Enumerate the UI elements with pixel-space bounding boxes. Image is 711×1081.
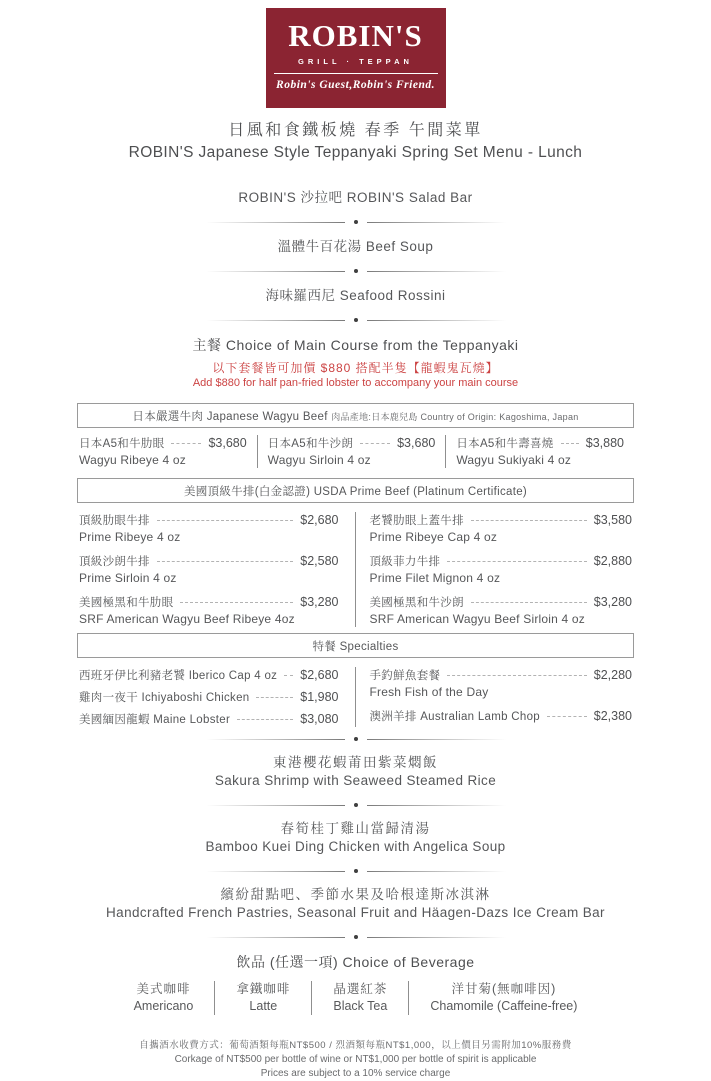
- dotted-leader: [284, 675, 293, 676]
- item-name-en: SRF American Wagyu Beef Sirloin 4 oz: [369, 612, 586, 626]
- section-divider: [206, 935, 506, 939]
- item-name-en: Fresh Fish of the Day: [369, 685, 489, 699]
- dotted-leader: [471, 602, 587, 603]
- item-price: $2,880: [593, 554, 632, 568]
- dotted-leader: [447, 561, 586, 562]
- course-rice-en: Sakura Shrimp with Seaweed Steamed Rice: [214, 773, 497, 788]
- item-name: 雞肉一夜干 Ichiyaboshi Chicken: [79, 692, 250, 704]
- footer-corkage-en: Corkage of NT$500 per bottle of wine or NT$1,000 per bottle of spirit is applicable: [174, 1054, 537, 1065]
- beverage-option: [214, 981, 311, 1015]
- course-seafood-rossini: 海味羅西尼 Seafood Rossini: [265, 288, 446, 303]
- item-price: $2,680: [300, 668, 339, 682]
- divider-dot-icon: [354, 935, 358, 939]
- dotted-leader: [471, 520, 587, 521]
- beverage-en: Latte: [249, 999, 278, 1013]
- item-name: 美國緬因龍蝦 Maine Lobster: [79, 714, 231, 726]
- menu-item: [445, 435, 634, 468]
- menu-item: [370, 512, 633, 545]
- section-divider: [206, 869, 506, 873]
- divider-dot-icon: [354, 318, 358, 322]
- specialties-right-column: [356, 667, 635, 727]
- course-dessert-zh: 繽紛甜點吧、季節水果及哈根達斯冰淇淋: [220, 887, 491, 902]
- menu-title: [0, 120, 711, 164]
- footer-notes: [0, 1039, 711, 1081]
- item-name-zh: 頂級沙朗牛排: [79, 556, 150, 568]
- item-name-en: Prime Ribeye 4 oz: [79, 530, 181, 544]
- main-course-header: 主餐 Choice of Main Course from the Teppanyaki: [192, 337, 519, 353]
- item-name-en: Wagyu Sukiyaki 4 oz: [456, 453, 572, 467]
- item-name-en: Prime Filet Mignon 4 oz: [369, 571, 501, 585]
- item-price: $1,980: [300, 690, 339, 704]
- course-dessert: [0, 886, 711, 922]
- item-name-en: Wagyu Ribeye 4 oz: [79, 453, 187, 467]
- item-price: $2,680: [300, 513, 339, 527]
- course-rice-zh: 東港櫻花蝦莆田紫菜燜飯: [273, 755, 438, 770]
- dotted-leader: [157, 561, 293, 562]
- lobster-upgrade-note: [0, 360, 711, 391]
- menu-title-zh: 日風和食鐵板燒 春季 午間菜單: [228, 122, 483, 139]
- item-name-zh: 手釣鮮魚套餐: [369, 670, 441, 682]
- dotted-leader: [237, 719, 293, 720]
- wagyu-section-header: [77, 403, 634, 428]
- menu-item: [79, 594, 339, 627]
- item-name: 西班牙伊比利豬老饕 Iberico Cap 4 oz: [79, 670, 278, 682]
- beverage-zh: 美式咖啡: [136, 982, 191, 996]
- usda-section-header: 美國頂級牛排(白金認證) USDA Prime Beef (Platinum Certificate): [77, 478, 634, 503]
- item-price: $2,580: [300, 554, 339, 568]
- section-divider: [206, 737, 506, 741]
- dotted-leader: [171, 443, 201, 444]
- item-name-zh: 日本A5和牛沙朗: [267, 438, 354, 450]
- item-price: $3,680: [397, 436, 436, 450]
- course-rice: [0, 754, 711, 790]
- item-price: $3,580: [593, 513, 632, 527]
- item-name-zh: 日本A5和牛肋眼: [79, 438, 165, 450]
- logo-subtitle: GRILL · TEPPAN: [298, 57, 413, 66]
- divider-dot-icon: [354, 737, 358, 741]
- dotted-leader: [360, 443, 390, 444]
- section-divider: [206, 269, 506, 273]
- dotted-leader: [561, 443, 579, 444]
- beverage-option: [113, 981, 215, 1015]
- menu-item: [77, 435, 257, 468]
- dotted-leader: [447, 675, 586, 676]
- section-divider: [206, 803, 506, 807]
- item-name-zh: 老饕肋眼上蓋牛排: [369, 515, 464, 527]
- course-salad-bar: ROBIN'S 沙拉吧 ROBIN'S Salad Bar: [238, 190, 473, 205]
- course-dessert-en: Handcrafted French Pastries, Seasonal Fruit and Häagen-Dazs Ice Cream Bar: [106, 905, 605, 920]
- footer-service-charge: Prices are subject to a 10% service charge: [260, 1068, 451, 1079]
- beverage-header: 飲品 (任選一項) Choice of Beverage: [236, 954, 475, 970]
- beverage-en: Chamomile (Caffeine-free): [430, 999, 578, 1013]
- item-name-zh: 頂級肋眼牛排: [79, 515, 150, 527]
- menu-item: [79, 689, 339, 705]
- menu-item: [370, 708, 633, 724]
- item-price: $3,680: [208, 436, 247, 450]
- beverage-zh: 拿鐵咖啡: [236, 982, 291, 996]
- beverage-option: [408, 981, 598, 1015]
- menu-item: [79, 553, 339, 586]
- lobster-note-zh: 以下套餐皆可加價 $880 搭配半隻【龍蝦鬼瓦燒】: [212, 361, 499, 375]
- specialties-items: [77, 667, 634, 727]
- beverage-en: Black Tea: [333, 999, 388, 1013]
- menu-page: [0, 8, 711, 1079]
- beverage-zh: 洋甘菊(無咖啡因): [451, 982, 557, 996]
- menu-item: [370, 553, 633, 586]
- item-name: 澳洲羊排 Australian Lamb Chop: [369, 711, 540, 723]
- item-name-zh: 美國極黑和牛肋眼: [79, 597, 174, 609]
- item-price: $3,280: [300, 595, 339, 609]
- course-soup: [0, 820, 711, 856]
- beverage-zh: 晶選紅茶: [333, 982, 388, 996]
- wagyu-header-label: 日本嚴選牛肉 Japanese Wagyu Beef: [132, 411, 328, 423]
- item-name-zh: 日本A5和牛壽喜燒: [456, 438, 554, 450]
- menu-item: [79, 667, 339, 683]
- logo-rule: [274, 73, 438, 74]
- dotted-leader: [256, 697, 293, 698]
- menu-item: [370, 594, 633, 627]
- divider-dot-icon: [354, 869, 358, 873]
- item-price: $3,280: [593, 595, 632, 609]
- course-beef-soup: 溫體牛百花湯 Beef Soup: [277, 239, 434, 254]
- specialties-section-header: 特餐 Specialties: [77, 633, 634, 658]
- dotted-leader: [547, 716, 587, 717]
- item-name-en: Prime Ribeye Cap 4 oz: [369, 530, 498, 544]
- item-name-en: Prime Sirloin 4 oz: [79, 571, 177, 585]
- divider-dot-icon: [354, 803, 358, 807]
- item-name-en: SRF American Wagyu Beef Ribeye 4oz: [79, 612, 295, 626]
- section-divider: [206, 318, 506, 322]
- item-name-en: Wagyu Sirloin 4 oz: [267, 453, 371, 467]
- specialties-left-column: [77, 667, 356, 727]
- beverage-options: [0, 981, 711, 1015]
- divider-dot-icon: [354, 269, 358, 273]
- course-soup-zh: 春筍桂丁雞山當歸清湯: [280, 821, 431, 836]
- usda-items: [77, 512, 634, 627]
- usda-left-column: [77, 512, 356, 627]
- menu-item: [79, 512, 339, 545]
- footer-corkage-zh: 自攜酒水收費方式：葡萄酒類每瓶NT$500 / 烈酒類每瓶NT$1,000，以上價目另需附加10%服務費: [139, 1040, 572, 1051]
- item-price: $2,380: [593, 709, 632, 723]
- restaurant-logo: [266, 8, 446, 108]
- menu-item: [79, 711, 339, 727]
- item-name-zh: 頂級菲力牛排: [369, 556, 441, 568]
- item-price: $3,880: [585, 436, 625, 450]
- divider-dot-icon: [354, 220, 358, 224]
- course-soup-en: Bamboo Kuei Ding Chicken with Angelica Soup: [205, 839, 506, 854]
- item-name-zh: 美國極黑和牛沙朗: [369, 597, 464, 609]
- lobster-note-en: Add $880 for half pan-fried lobster to accompany your main course: [192, 377, 519, 389]
- item-price: $2,280: [593, 668, 632, 682]
- menu-title-en: ROBIN'S Japanese Style Teppanyaki Spring Set Menu - Lunch: [128, 144, 583, 161]
- dotted-leader: [180, 602, 293, 603]
- beverage-option: [311, 981, 408, 1015]
- usda-right-column: [356, 512, 635, 627]
- dotted-leader: [157, 520, 293, 521]
- beverage-en: Americano: [133, 999, 194, 1013]
- item-price: $3,080: [300, 712, 339, 726]
- menu-item: [257, 435, 446, 468]
- logo-tagline: Robin's Guest,Robin's Friend.: [276, 79, 435, 91]
- wagyu-items: [77, 435, 634, 468]
- section-divider: [206, 220, 506, 224]
- menu-item: [370, 667, 633, 700]
- logo-wordmark: ROBIN'S: [288, 18, 423, 53]
- wagyu-origin-label: 肉品產地:日本鹿兒島 Country of Origin: Kagoshima, Japan: [331, 412, 579, 422]
